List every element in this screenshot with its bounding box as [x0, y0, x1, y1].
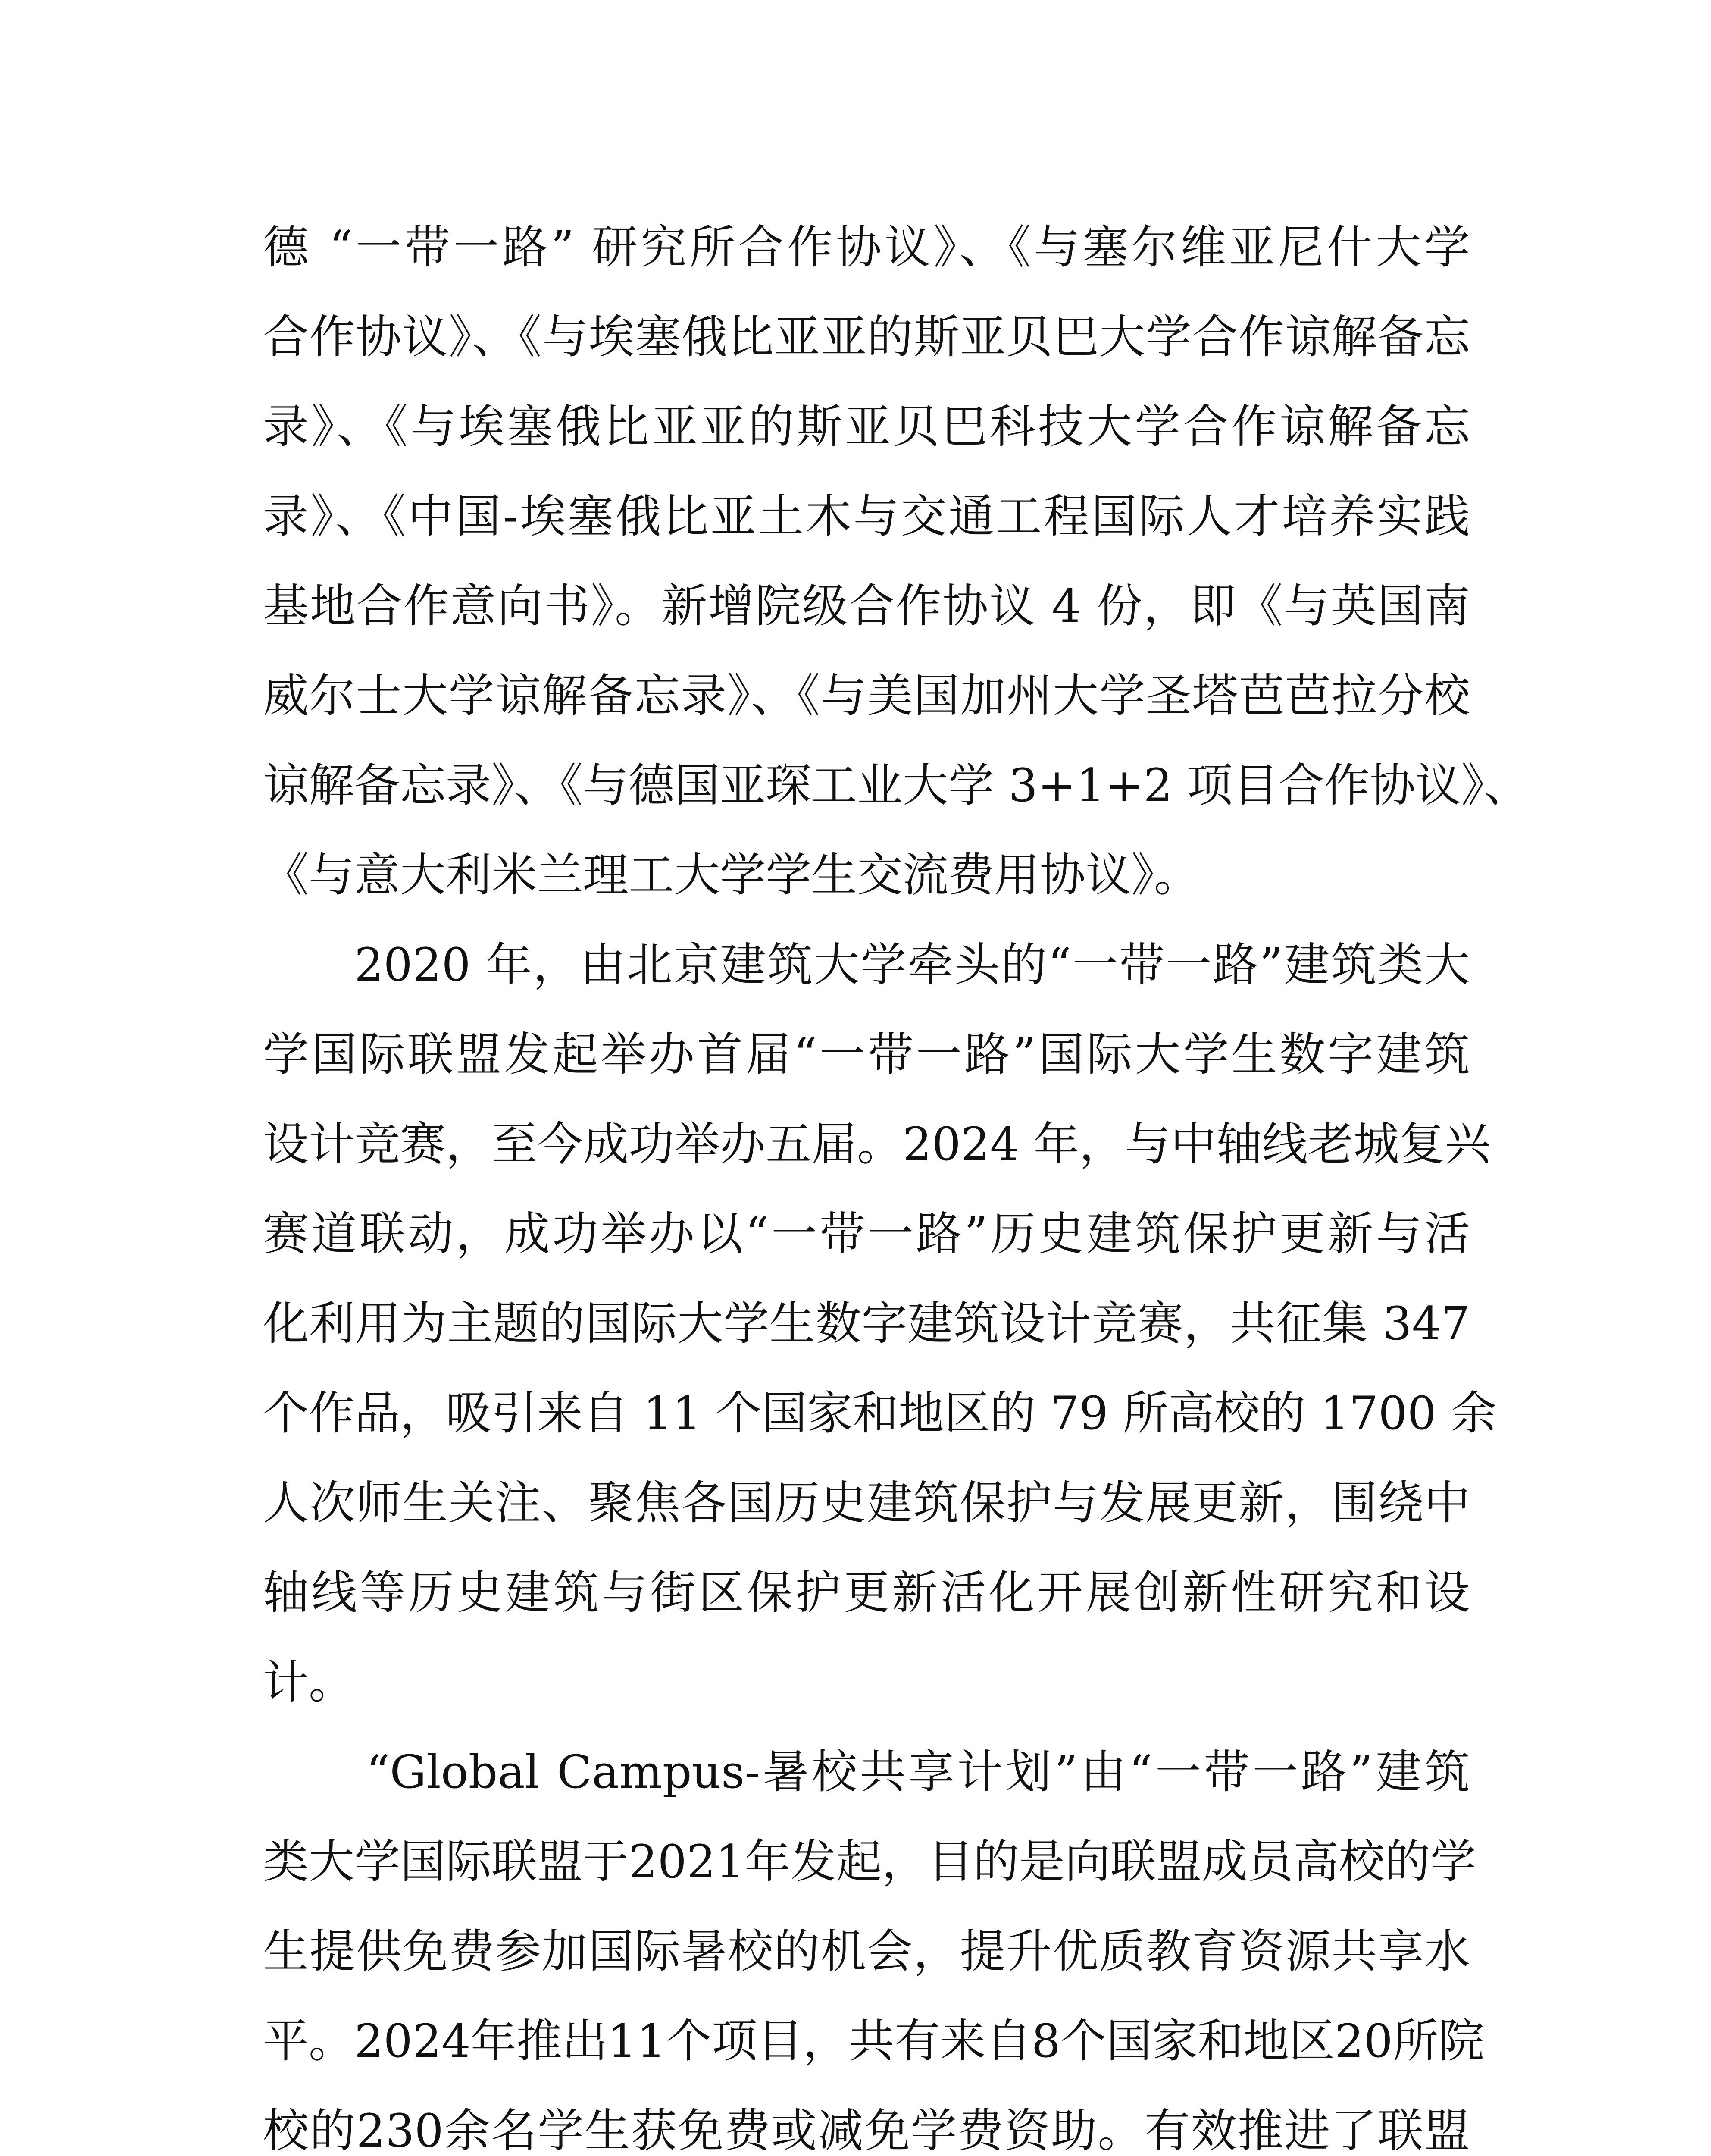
body-text	[263, 203, 1530, 2156]
text-line: 录》、《中国-埃塞俄比亚土木与交通工程国际人才培养实践	[263, 490, 1470, 543]
text-line: 计。	[263, 1656, 354, 1709]
text-line: 人次师生关注、聚焦各国历史建筑保护与发展更新，围绕中	[263, 1476, 1470, 1529]
text-line: 合作协议》、《与埃塞俄比亚亚的斯亚贝巴大学合作谅解备忘	[263, 310, 1470, 364]
text-line: 《与意大利米兰理工大学学生交流费用协议》。	[263, 849, 1200, 902]
text-line: 谅解备忘录》、《与德国亚琛工业大学 3+1+2 项目合作协议》、	[263, 759, 1530, 812]
text-line: 2020 年，由北京建筑大学牵头的“一带一路”建筑类大	[354, 938, 1470, 991]
text-line: 平。2024年推出11个项目，共有来自8个国家和地区20所院	[263, 2015, 1484, 2068]
text-line: 录》、《与埃塞俄比亚亚的斯亚贝巴科技大学合作谅解备忘	[263, 400, 1470, 453]
text-line: 威尔士大学谅解备忘录》、《与美国加州大学圣塔芭芭拉分校	[263, 669, 1470, 722]
paragraph	[263, 203, 1530, 920]
text-line: 学国际联盟发起举办首届“一带一路”国际大学生数字建筑	[263, 1028, 1470, 1081]
text-line: 赛道联动，成功举办以“一带一路”历史建筑保护更新与活	[263, 1207, 1470, 1260]
text-line: 个作品，吸引来自 11 个国家和地区的 79 所高校的 1700 余	[263, 1387, 1497, 1440]
text-line: 生提供免费参加国际暑校的机会，提升优质教育资源共享水	[263, 1925, 1470, 1978]
text-line: 设计竞赛，至今成功举办五届。2024 年，与中轴线老城复兴	[263, 1118, 1491, 1171]
text-line: “Global Campus-暑校共享计划”由“一带一路”建筑	[366, 1745, 1470, 1799]
text-line: 轴线等历史建筑与街区保护更新活化开展创新性研究和设	[263, 1566, 1470, 1619]
paragraph	[263, 920, 1497, 1727]
text-line: 基地合作意向书》。新增院级合作协议 4 份，即《与英国南	[263, 580, 1470, 633]
text-line: 类大学国际联盟于2021年发起，目的是向联盟成员高校的学	[263, 1835, 1476, 1888]
text-line: 化利用为主题的国际大学生数字建筑设计竞赛，共征集 347	[263, 1297, 1470, 1350]
paragraph	[263, 1727, 1484, 2156]
text-line: 校的230余名学生获免费或减免学费资助。有效推进了联盟	[263, 2104, 1470, 2156]
text-line: 德 “一带一路” 研究所合作协议》、《与塞尔维亚尼什大学	[263, 221, 1470, 274]
